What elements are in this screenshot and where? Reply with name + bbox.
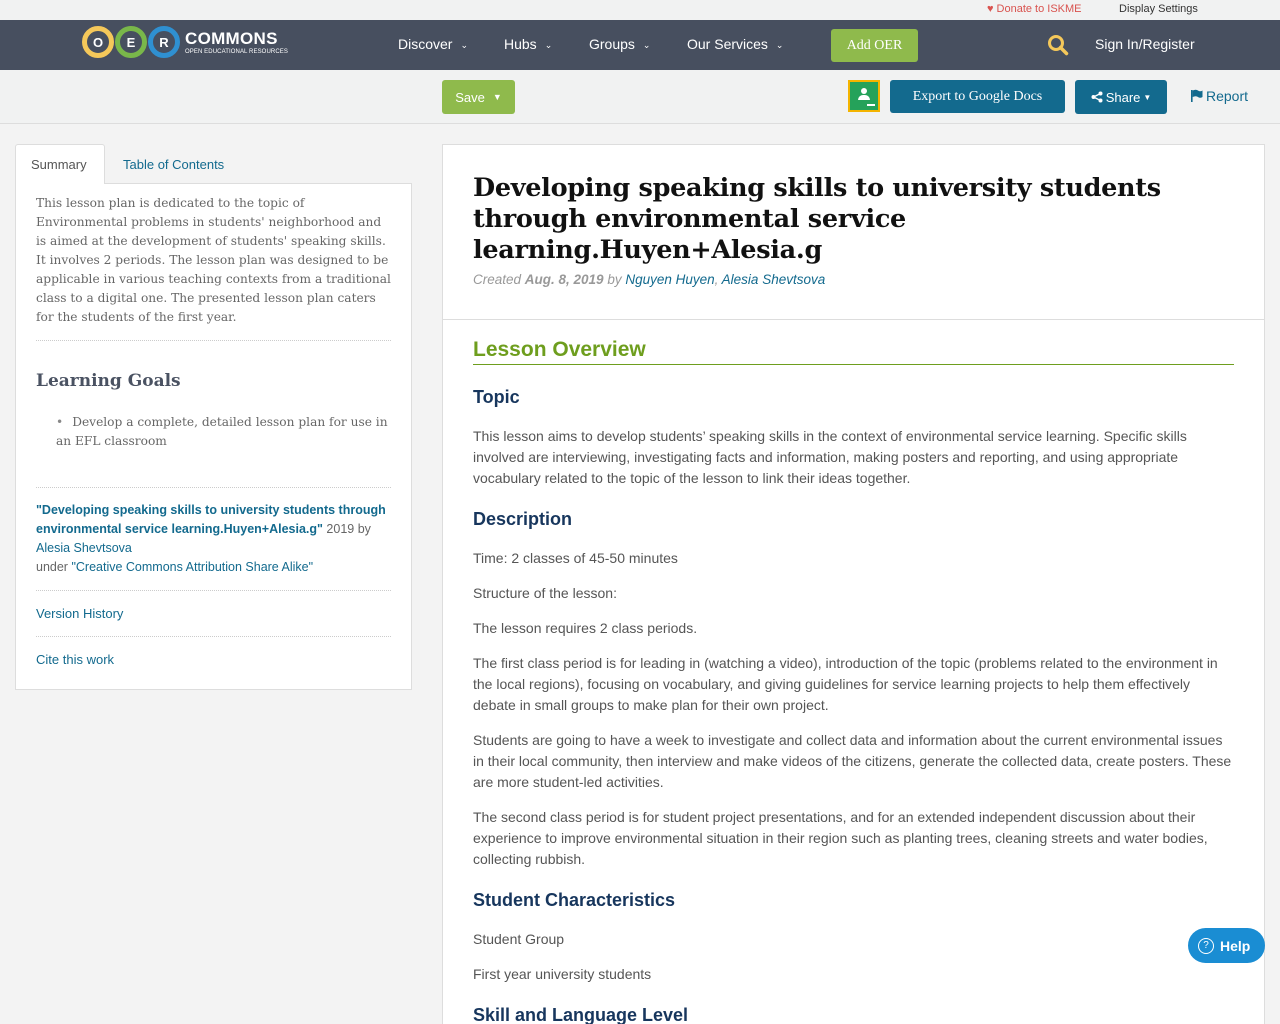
search-icon[interactable]	[1047, 34, 1069, 56]
description-paragraph: Students are going to have a week to investigate and collect data and information about the current environmental issues in their local community, then interview and make videos of the citizens, generate the collected data, create posters. These are more student-led activities.	[473, 732, 1232, 790]
logo-brand: COMMONS OPEN EDUCATIONAL RESOURCES	[185, 28, 288, 55]
resource-toolbar	[0, 70, 1280, 124]
chevron-down-icon: ⌄	[642, 40, 651, 50]
chevron-down-icon: ⌄	[775, 40, 784, 50]
summary-panel	[15, 183, 412, 690]
learning-goals-title: Learning Goals	[36, 371, 181, 391]
tab-table-of-contents[interactable]: Table of Contents	[123, 156, 225, 172]
save-button[interactable]: Save ▼	[442, 80, 515, 114]
attribution-block: "Developing speaking skills to university students through environmental service learning.Huyen+Alesia.g" 2019 by Alesia Shevtsova under "Creative Commons Attribution Share Alike"	[36, 503, 386, 574]
author-link[interactable]: Nguyen Huyen	[625, 272, 715, 287]
main-navbar	[0, 20, 1280, 70]
divider	[36, 590, 391, 591]
nav-discover[interactable]: Discover ⌄	[398, 36, 469, 52]
display-settings-link[interactable]: Display Settings	[1119, 3, 1198, 15]
attribution-title-link[interactable]: "Developing speaking skills to university students through environmental service learning.Huyen+Alesia.g"	[36, 503, 386, 536]
nav-hubs[interactable]: Hubs ⌄	[504, 36, 553, 52]
nav-groups[interactable]: Groups ⌄	[589, 36, 651, 52]
summary-text: This lesson plan is dedicated to the topic of Environmental problems in students' neighborhood and is aimed at the development of students' speaking skills. It involves 2 periods. The lesson plan was designed to be applicable in various teaching contexts from a traditional class to a digital one. The presented lesson plan caters for the students of the first year.	[36, 196, 391, 324]
description-paragraph: The second class period is for student project presentations, and for an extended independent discussion about their experience to improve environmental situation in their region such as planting trees, cleaning streets and water bodies, collecting rubbish.	[473, 809, 1208, 867]
section-title-lesson-overview: Lesson Overview	[473, 338, 1234, 365]
description-paragraph: Time: 2 classes of 45-50 minutes	[473, 550, 678, 566]
oer-commons-logo[interactable]	[82, 26, 288, 58]
export-google-docs-button[interactable]: Export to Google Docs	[890, 80, 1065, 113]
page-title: Developing speaking skills to university students through environmental service learning.Huyen+Alesia.g	[473, 173, 1161, 265]
sign-in-register-link[interactable]: Sign In/Register	[1095, 36, 1195, 52]
divider	[36, 487, 391, 488]
caret-down-icon: ▼	[492, 92, 502, 102]
resource-header	[443, 145, 1264, 320]
divider	[36, 636, 391, 637]
author-link[interactable]: Alesia Shevtsova	[721, 272, 826, 287]
description-paragraph: The lesson requires 2 class periods.	[473, 620, 698, 636]
heading-skill-language-level: Skill and Language Level	[473, 1005, 689, 1024]
caret-down-icon: ▼	[1143, 92, 1152, 102]
lesson-content	[443, 320, 1264, 1024]
version-history-link[interactable]: Version History	[36, 606, 124, 621]
flag-icon	[1190, 89, 1203, 102]
heading-student-characteristics: Student Characteristics	[473, 890, 676, 910]
heart-icon: ♥	[987, 3, 994, 15]
sidebar-tabs	[15, 144, 412, 184]
created-date: Aug. 8, 2019	[524, 272, 604, 287]
help-button[interactable]: ? Help	[1188, 928, 1265, 963]
sidebar	[15, 144, 412, 690]
report-link[interactable]: Report	[1190, 88, 1248, 104]
created-meta: Created Aug. 8, 2019 by Nguyen Huyen, Alesia Shevtsova	[473, 272, 826, 287]
chevron-down-icon: ⌄	[460, 40, 469, 50]
learning-goal-item: • Develop a complete, detailed lesson plan for use in an EFL classroom	[56, 413, 391, 451]
license-link[interactable]: "Creative Commons Attribution Share Alike"	[71, 560, 314, 574]
logo-o-circle: O	[82, 26, 114, 58]
description-paragraph: Structure of the lesson:	[473, 585, 617, 601]
share-button[interactable]: Share ▼	[1075, 80, 1167, 114]
cite-this-work-link[interactable]: Cite this work	[36, 652, 115, 667]
utility-bar	[0, 0, 1280, 20]
logo-r-circle: R	[148, 26, 180, 58]
chevron-down-icon: ⌄	[544, 40, 553, 50]
description-paragraph: The first class period is for leading in (watching a video), introduction of the topic (problems related to the environment in the local regions), focusing on vocabulary, and giving guidelines for service learning projects to help them effectively debate in small groups to make plan for their own project.	[473, 655, 1218, 713]
heading-description: Description	[473, 509, 573, 529]
student-group-label: Student Group	[473, 931, 565, 947]
heading-topic: Topic	[473, 387, 520, 407]
nav-our-services[interactable]: Our Services ⌄	[687, 36, 784, 52]
logo-e-circle: E	[115, 26, 147, 58]
tab-summary[interactable]: Summary	[15, 144, 105, 184]
student-group-value: First year university students	[473, 966, 652, 982]
divider	[36, 340, 391, 341]
share-icon	[1091, 91, 1103, 103]
google-classroom-icon[interactable]	[848, 80, 880, 112]
learning-goals-list	[36, 413, 391, 451]
question-circle-icon: ?	[1198, 938, 1214, 954]
attribution-author-link[interactable]: Alesia Shevtsova	[36, 541, 132, 555]
donate-link[interactable]: ♥ Donate to ISKME	[987, 3, 1082, 15]
main-content	[442, 144, 1265, 1024]
add-oer-button[interactable]: Add OER	[831, 29, 918, 62]
topic-text: This lesson aims to develop students’ speaking skills in the context of environmental service learning. Specific skills involved are interviewing, investigating facts and information, making posters and reporting, and using appropriate vocabulary related to the topic of the lesson to link their ideas together.	[473, 428, 1187, 486]
